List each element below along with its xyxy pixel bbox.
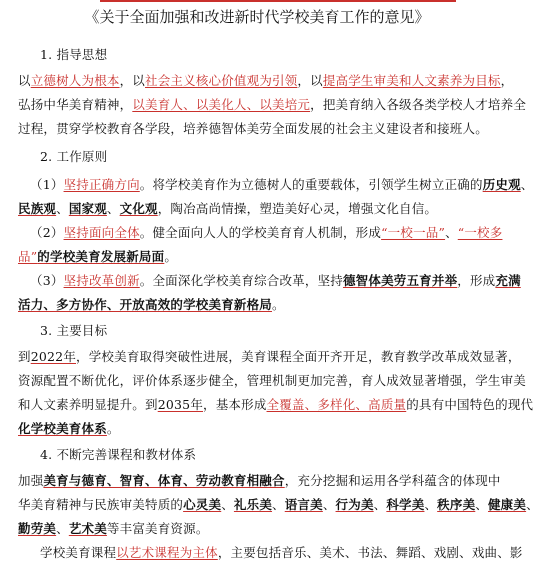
emphasized-text: 国家观 [68, 201, 107, 216]
emphasized-text: 全覆盖、多样化、高质量 [266, 397, 407, 412]
text-segment: ，充分挖掘和运用各学科蕴含的体现中 [284, 473, 501, 488]
emphasized-text: 品” [18, 249, 38, 264]
text-segment: 。全面深化学校美育综合改革，坚持 [139, 273, 343, 288]
text-segment: （2） [30, 225, 64, 240]
emphasized-text: 坚持正确方向 [63, 177, 140, 192]
emphasized-text: 以艺术课程为主体 [116, 545, 218, 560]
text-segment: 2. 工作原则 [40, 149, 108, 164]
top-red-rule [100, 0, 456, 2]
text-segment: ， [500, 73, 514, 88]
text-segment: 弘扬中华美育精神， [18, 97, 133, 112]
emphasized-text: 秩序美 [437, 497, 476, 512]
emphasized-text: 历史观 [482, 177, 521, 192]
text-segment: 学校美育课程 [40, 545, 117, 560]
text-segment: ，以 [119, 73, 146, 88]
emphasized-text: 坚持改革创新 [63, 273, 140, 288]
text-segment: 、 [272, 497, 285, 512]
text-segment: 、 [520, 177, 534, 192]
text-segment: 华美育精神与民族审美特质的 [18, 497, 184, 512]
emphasized-text: 以美育人、以美化人、以美培元 [132, 97, 311, 112]
emphasized-text: 行为美 [335, 497, 374, 512]
text-segment: 等丰富美育资源。 [106, 521, 209, 536]
emphasized-text: 活力、多方协作、开放高效的学校美育新格局 [18, 297, 273, 312]
text-segment: 、 [221, 497, 234, 512]
text-segment: ，学校美育取得突破性进展，美育课程全面开齐开足，教育教学改革成效显著， [76, 349, 521, 364]
emphasized-text: 艺术美 [68, 521, 107, 536]
line-19 [18, 520, 508, 538]
text-segment: 3. 主要目标 [40, 323, 108, 338]
emphasized-text: 2022年 [30, 349, 77, 364]
text-segment: 、 [56, 521, 69, 536]
emphasized-text: 立德树人为根本 [30, 73, 120, 88]
line-5 [30, 176, 534, 194]
text-segment: （1） [30, 177, 64, 192]
text-segment: 加强 [18, 473, 44, 488]
line-11 [40, 322, 530, 340]
text-segment: 资源配置不断优化，评价体系逐步健全，管理机制更加完善，育人成效显著增强，学生审美 [18, 373, 527, 388]
text-segment: 。健全面向人人的学校美育育人机制，形成 [139, 225, 382, 240]
emphasized-text: 勤劳美 [18, 521, 57, 536]
emphasized-text: 德智体美劳五育并举 [342, 273, 458, 288]
line-20 [40, 544, 530, 562]
text-segment: ，基本形成 [203, 397, 267, 412]
text-segment: 、 [424, 497, 438, 512]
text-segment: ，以 [297, 73, 323, 88]
line-7 [30, 224, 520, 242]
text-segment: 。 [164, 249, 178, 264]
line-15 [18, 420, 508, 438]
text-segment: 、 [373, 497, 387, 512]
emphasized-text: 充满 [495, 273, 521, 288]
text-segment: 4. 不断完善课程和教材体系 [40, 447, 197, 462]
emphasized-text: 美育与德育、智育、体育、劳动教育相融合 [43, 473, 285, 488]
line-16 [40, 446, 530, 464]
line-18 [18, 496, 539, 514]
line-12 [18, 348, 521, 366]
emphasized-text: 健康美 [487, 497, 527, 512]
emphasized-text: 心灵美 [183, 497, 222, 512]
line-3 [18, 120, 508, 138]
line-4 [40, 148, 530, 166]
text-segment: ，把美育纳入各级各类学校人才培养全 [310, 97, 527, 112]
line-2 [18, 96, 527, 114]
emphasized-text: 坚持面向全体 [63, 225, 140, 240]
text-segment: 、 [445, 225, 458, 240]
text-segment: ，形成 [457, 273, 496, 288]
text-segment: 1. 指导思想 [40, 47, 108, 62]
text-segment: ，主要包括音乐、美术、书法、舞蹈、戏剧、戏曲、影 [217, 545, 523, 560]
line-9 [30, 272, 520, 290]
text-segment: ，陶冶高尚情操，塑造美好心灵，增强文化自信。 [157, 201, 438, 216]
emphasized-text: 2035年 [157, 397, 204, 412]
text-segment: 、 [526, 497, 539, 512]
emphasized-text: 社会主义核心价值观为引领 [145, 73, 298, 88]
text-segment: 、 [106, 201, 120, 216]
line-8 [18, 248, 508, 266]
line-10 [18, 296, 508, 314]
text-segment: 到 [18, 349, 31, 364]
text-segment: 。将学校美育作为立德树人的重要载体，引领学生树立正确的 [139, 177, 483, 192]
document-title: 《关于全面加强和改进新时代学校美育工作的意见》 [84, 8, 430, 26]
emphasized-text: 语言美 [284, 497, 323, 512]
text-segment: 过程，贯穿学校教育各学段，培养德智体美劳全面发展的社会主义建设者和接班人。 [18, 121, 488, 136]
emphasized-text: 提高学生审美和人文素养为目标 [322, 73, 501, 88]
line-6 [18, 200, 508, 218]
text-segment: （3） [30, 273, 64, 288]
emphasized-text: 科学美 [386, 497, 425, 512]
text-segment: 。 [106, 421, 120, 436]
line-14 [18, 396, 534, 414]
text-segment: 、 [475, 497, 488, 512]
text-segment: 和人文素养明显提升。到 [18, 397, 158, 412]
line-0 [40, 46, 530, 64]
emphasized-text: 礼乐美 [233, 497, 273, 512]
text-segment: 、 [322, 497, 336, 512]
emphasized-text: 民族观 [18, 201, 57, 216]
text-segment: 、 [56, 201, 69, 216]
emphasized-text: “一校多 [457, 225, 503, 240]
emphasized-text: 文化观 [119, 201, 158, 216]
text-segment: 。 [272, 297, 285, 312]
line-13 [18, 372, 527, 390]
text-segment: 以 [18, 73, 31, 88]
emphasized-text: 的学校美育发展新局面 [37, 249, 165, 264]
emphasized-text: 化学校美育体系 [18, 421, 107, 436]
line-17 [18, 472, 508, 490]
line-1 [18, 72, 514, 90]
emphasized-text: “一校一品” [381, 225, 446, 240]
text-segment: 的具有中国特色的现代 [406, 397, 534, 412]
